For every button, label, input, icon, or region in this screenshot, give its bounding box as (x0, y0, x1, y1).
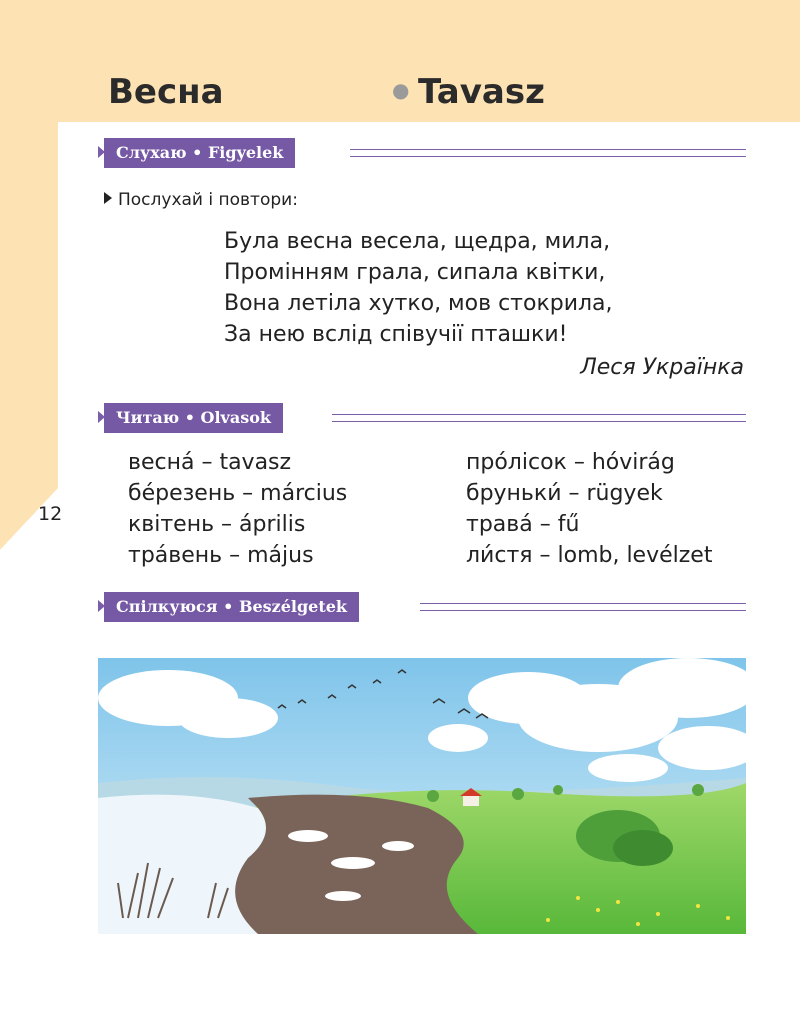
title-separator-dot: ● (392, 78, 410, 102)
section-tag-talk: Спілкуюся • Beszélgetek (104, 592, 359, 622)
section-rule (332, 414, 746, 422)
vocabulary-item: трава́ – fű (466, 512, 580, 537)
vocabulary-item: весна́ – tavasz (128, 450, 292, 475)
page-number: 12 (38, 503, 63, 525)
play-triangle-icon (104, 192, 112, 204)
section-rule (420, 603, 746, 611)
section-header-read (98, 403, 746, 433)
house (463, 796, 479, 806)
poem-line: Вона летіла хутко, мов стокрила, (224, 291, 613, 316)
section-header-listen (98, 138, 746, 168)
poem (224, 226, 613, 350)
vocabulary-item: ли́стя – lomb, levélzet (466, 543, 713, 568)
instruction-line (104, 190, 298, 210)
vocabulary-item: квітень – április (128, 512, 306, 537)
page-title-hungarian: Tavasz (418, 72, 545, 112)
poem-author: Леся Українка (580, 355, 744, 380)
vocabulary-list-right (466, 447, 712, 571)
vocabulary-list-left (128, 447, 347, 571)
vocabulary-item: тра́вень – május (128, 543, 314, 568)
poem-line: Промінням грала, сипала квітки, (224, 260, 606, 285)
section-rule (350, 149, 746, 157)
page-edge-band (0, 0, 58, 520)
spring-landscape-illustration (98, 658, 746, 934)
vocabulary-item: про́лісок – hóvirág (466, 450, 675, 475)
vocabulary-item: бе́резень – március (128, 481, 348, 506)
section-tag-read: Читаю • Olvasok (104, 403, 283, 433)
poem-line: За нею вслід співучії пташки! (224, 322, 568, 347)
bush (613, 830, 673, 866)
section-tag-listen: Слухаю • Figyelek (104, 138, 295, 168)
poem-line: Була весна весела, щедра, мила, (224, 229, 611, 254)
instruction-text: Послухай і повтори: (118, 190, 298, 210)
vocabulary-item: бруньки́ – rügyek (466, 481, 663, 506)
section-header-talk (98, 592, 746, 622)
page-title-ukrainian: Весна (108, 72, 224, 112)
